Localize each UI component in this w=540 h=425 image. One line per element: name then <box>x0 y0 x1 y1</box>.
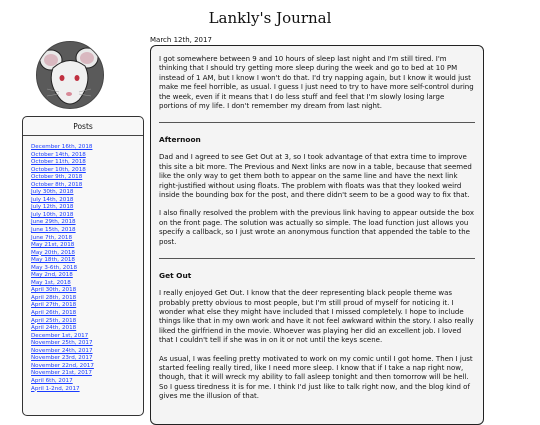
post-link[interactable]: July 30th, 2018 <box>31 189 74 196</box>
post-list-item <box>31 294 143 309</box>
post-list-item <box>31 192 143 203</box>
post-link[interactable]: June 29th, 2018 <box>31 219 76 226</box>
post-link[interactable]: July 10th, 2018 <box>31 211 74 218</box>
post-link[interactable]: December 1st, 2017 <box>31 332 89 339</box>
post-list-item <box>31 381 143 392</box>
post-list-item <box>31 245 143 256</box>
post-link[interactable]: November 25th, 2017 <box>31 340 93 347</box>
post-list-item <box>31 358 143 369</box>
post-list-item <box>31 343 143 354</box>
post-link[interactable]: May 3-6th, 2018 <box>31 264 78 271</box>
post-list-item <box>31 290 143 301</box>
post-link[interactable]: December 16th, 2018 <box>31 144 93 150</box>
post-list-item <box>31 332 143 347</box>
post-list-item <box>31 151 143 166</box>
post-link[interactable]: April 6th, 2017 <box>31 377 73 384</box>
post-list-item <box>31 264 143 279</box>
post-list-item <box>31 313 143 324</box>
post-list-item <box>31 222 143 234</box>
post-link[interactable]: July 12th, 2018 <box>31 204 74 211</box>
post-link[interactable]: May 20th, 2018 <box>31 249 75 256</box>
post-link[interactable]: April 26th, 2018 <box>31 310 77 317</box>
post-list <box>23 139 143 392</box>
section-divider <box>159 122 475 123</box>
post-link[interactable]: July 14th, 2018 <box>31 196 74 203</box>
post-link[interactable]: May 1st, 2018 <box>31 279 71 286</box>
section-heading-get-out: Get Out <box>159 271 192 281</box>
posts-sidebar <box>22 116 144 416</box>
posts-divider <box>23 135 143 136</box>
post-link[interactable]: April 30th, 2018 <box>31 287 77 294</box>
post-link[interactable]: June 7th, 2018 <box>31 234 73 241</box>
section-paragraph: Dad and I agreed to see Get Out at 3, so I took advantage of that extra time to improve this site a bit more. The Previous and Next links are now in a table, because that seemed like the only way to get them both to appear on the same line and have the next link right-justified without using floats. The problem with floats was that they looked weird inside the bounding box for the post, and there didn't seem to be a good way to fix that. <box>159 153 472 200</box>
post-link[interactable]: October 11th, 2018 <box>31 159 86 166</box>
section-heading-afternoon: Afternoon <box>159 135 201 145</box>
post-link[interactable]: October 8th, 2018 <box>31 181 83 188</box>
post-link[interactable]: November 24th, 2017 <box>31 347 93 354</box>
post-list-item <box>31 234 143 249</box>
post-list-item <box>31 162 143 173</box>
post-list-item <box>31 211 143 226</box>
section-paragraph: As usual, I was feeling pretty motivated to work on my comic until I got home. Then I just started feeling really tired, like I need more sleep. I know that if I take a nap right now, though, that it will wreck my ability to fall asleep tonight and then tomorrow will be hell. So I guess tiredness it is for me. I think I'd just like to talk right now, and the blog kind of gives me the illusion of that. <box>159 354 473 401</box>
post-list-item <box>31 347 143 362</box>
post-list-item <box>31 181 143 196</box>
post-list-item <box>31 279 143 294</box>
post-link[interactable]: November 23rd, 2017 <box>31 355 93 362</box>
post-link[interactable]: April 24th, 2018 <box>31 325 77 332</box>
post-link[interactable]: June 15th, 2018 <box>31 227 76 234</box>
post-link[interactable]: April 28th, 2018 <box>31 294 77 301</box>
section-paragraph: I really enjoyed Get Out. I know that the deer representing black people theme was probably pretty obvious to most people, but I'm still proud of myself for noticing it. I wonder what else they might have included that I missed completely. I hope to include things like that in my own work and have it not feel awkward within the story. I also really liked the girlfriend in the movie. Whoever was playing her did an excellent job. I loved that I couldn't tell if she was in on it or not until the keys scene. <box>159 289 474 345</box>
site-title: Lankly's Journal <box>208 9 332 27</box>
post-list-item <box>31 305 143 317</box>
section-divider <box>159 258 475 259</box>
post-list-item <box>31 139 143 150</box>
post-link[interactable]: May 2nd, 2018 <box>31 272 73 279</box>
post-link[interactable]: April 27th, 2018 <box>31 302 77 309</box>
posts-heading: Posts <box>73 122 93 131</box>
post-date: March 12th, 2017 <box>150 36 212 44</box>
post-box <box>150 45 484 425</box>
post-link[interactable]: May 21st, 2018 <box>31 242 75 249</box>
post-link[interactable]: October 9th, 2018 <box>31 174 83 181</box>
post-list-item <box>31 362 143 377</box>
post-list-item <box>31 328 143 339</box>
post-list-item <box>31 207 143 218</box>
post-link[interactable]: May 18th, 2018 <box>31 257 75 264</box>
post-list-item <box>31 249 143 264</box>
post-link[interactable]: October 10th, 2018 <box>31 166 86 173</box>
post-list-item <box>31 230 143 241</box>
post-list-item <box>31 275 143 286</box>
avatar <box>36 41 104 109</box>
post-link[interactable]: October 14th, 2018 <box>31 151 86 158</box>
post-link[interactable]: April 1-2nd, 2017 <box>31 385 80 392</box>
post-link[interactable]: November 21st, 2017 <box>31 370 92 377</box>
post-intro: I got somewhere between 9 and 10 hours of sleep last night and I'm still tired. I'm thinking that I should try getting more sleep during the week and go to bed at 10 PM instead of 1 AM, but I know I won't do that. I'd try napping again, but I know it would just make me feel horrible, as usual. I guess I just need to try to have more self-control during the week, even if it means that I do less stuff and feel that I'm slowly losing large portions of my life. I don't remember my dream from last night. <box>159 55 474 111</box>
post-list-item <box>31 196 143 211</box>
post-list-item <box>31 177 143 188</box>
post-link[interactable]: April 25th, 2018 <box>31 317 77 324</box>
post-list-item <box>31 166 143 181</box>
rat-mascot-icon <box>37 42 103 108</box>
post-link[interactable]: November 22nd, 2017 <box>31 362 94 369</box>
post-list-item <box>31 260 143 271</box>
section-paragraph: I also finally resolved the problem with the previous link having to appear outside the box on the front page. The solution was actually so simple. The load function just allows you specify a callback, so I just wrote an anonymous function that appended the table to the post. <box>159 209 474 246</box>
post-list-item <box>31 317 143 332</box>
